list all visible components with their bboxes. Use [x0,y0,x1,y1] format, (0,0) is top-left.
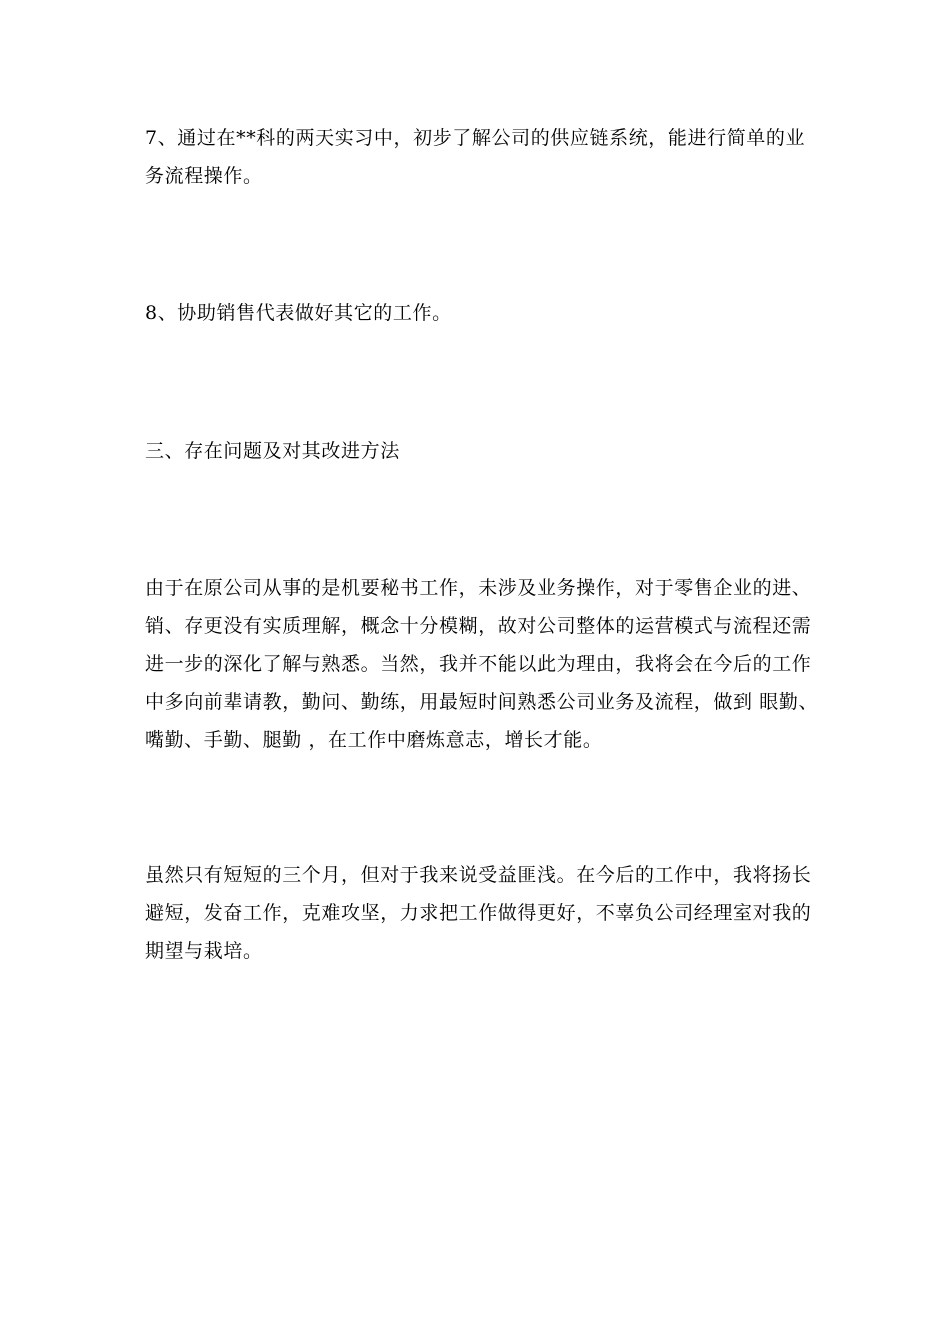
paragraph-1-line-5: 嘴勤、手勤、腿勤 ，在工作中磨炼意志，增长才能。 [145,729,603,751]
paragraph-1-line-1: 由于在原公司从事的是机要秘书工作，未涉及业务操作，对于零售企业的进、 [145,577,812,599]
paragraph-1-line-3: 进一步的深化了解与熟悉。当然，我并不能以此为理由，我将会在今后的工作 [145,653,812,675]
paragraph-2-line-1: 虽然只有短短的三个月，但对于我来说受益匪浅。在今后的工作中，我将扬长 [145,864,812,886]
paragraph-1-line-2: 销、存更没有实质理解，概念十分模糊，故对公司整体的运营模式与流程还需 [145,615,812,637]
section-3-heading: 三、存在问题及对其改进方法 [145,440,400,462]
paragraph-1-line-4: 中多向前辈请教，勤问、勤练，用最短时间熟悉公司业务及流程，做到 眼勤、 [145,691,819,713]
paragraph-2-line-3: 期望与栽培。 [145,940,263,962]
item-8-line-1: 8、协助销售代表做好其它的工作。 [145,302,452,324]
item-7-line-2: 务流程操作。 [145,165,263,187]
paragraph-2-line-2: 避短，发奋工作，克难攻坚，力求把工作做得更好，不辜负公司经理室对我的 [145,902,812,924]
item-7-line-1: 7、通过在**科的两天实习中，初步了解公司的供应链系统，能进行简单的业 [145,127,806,149]
